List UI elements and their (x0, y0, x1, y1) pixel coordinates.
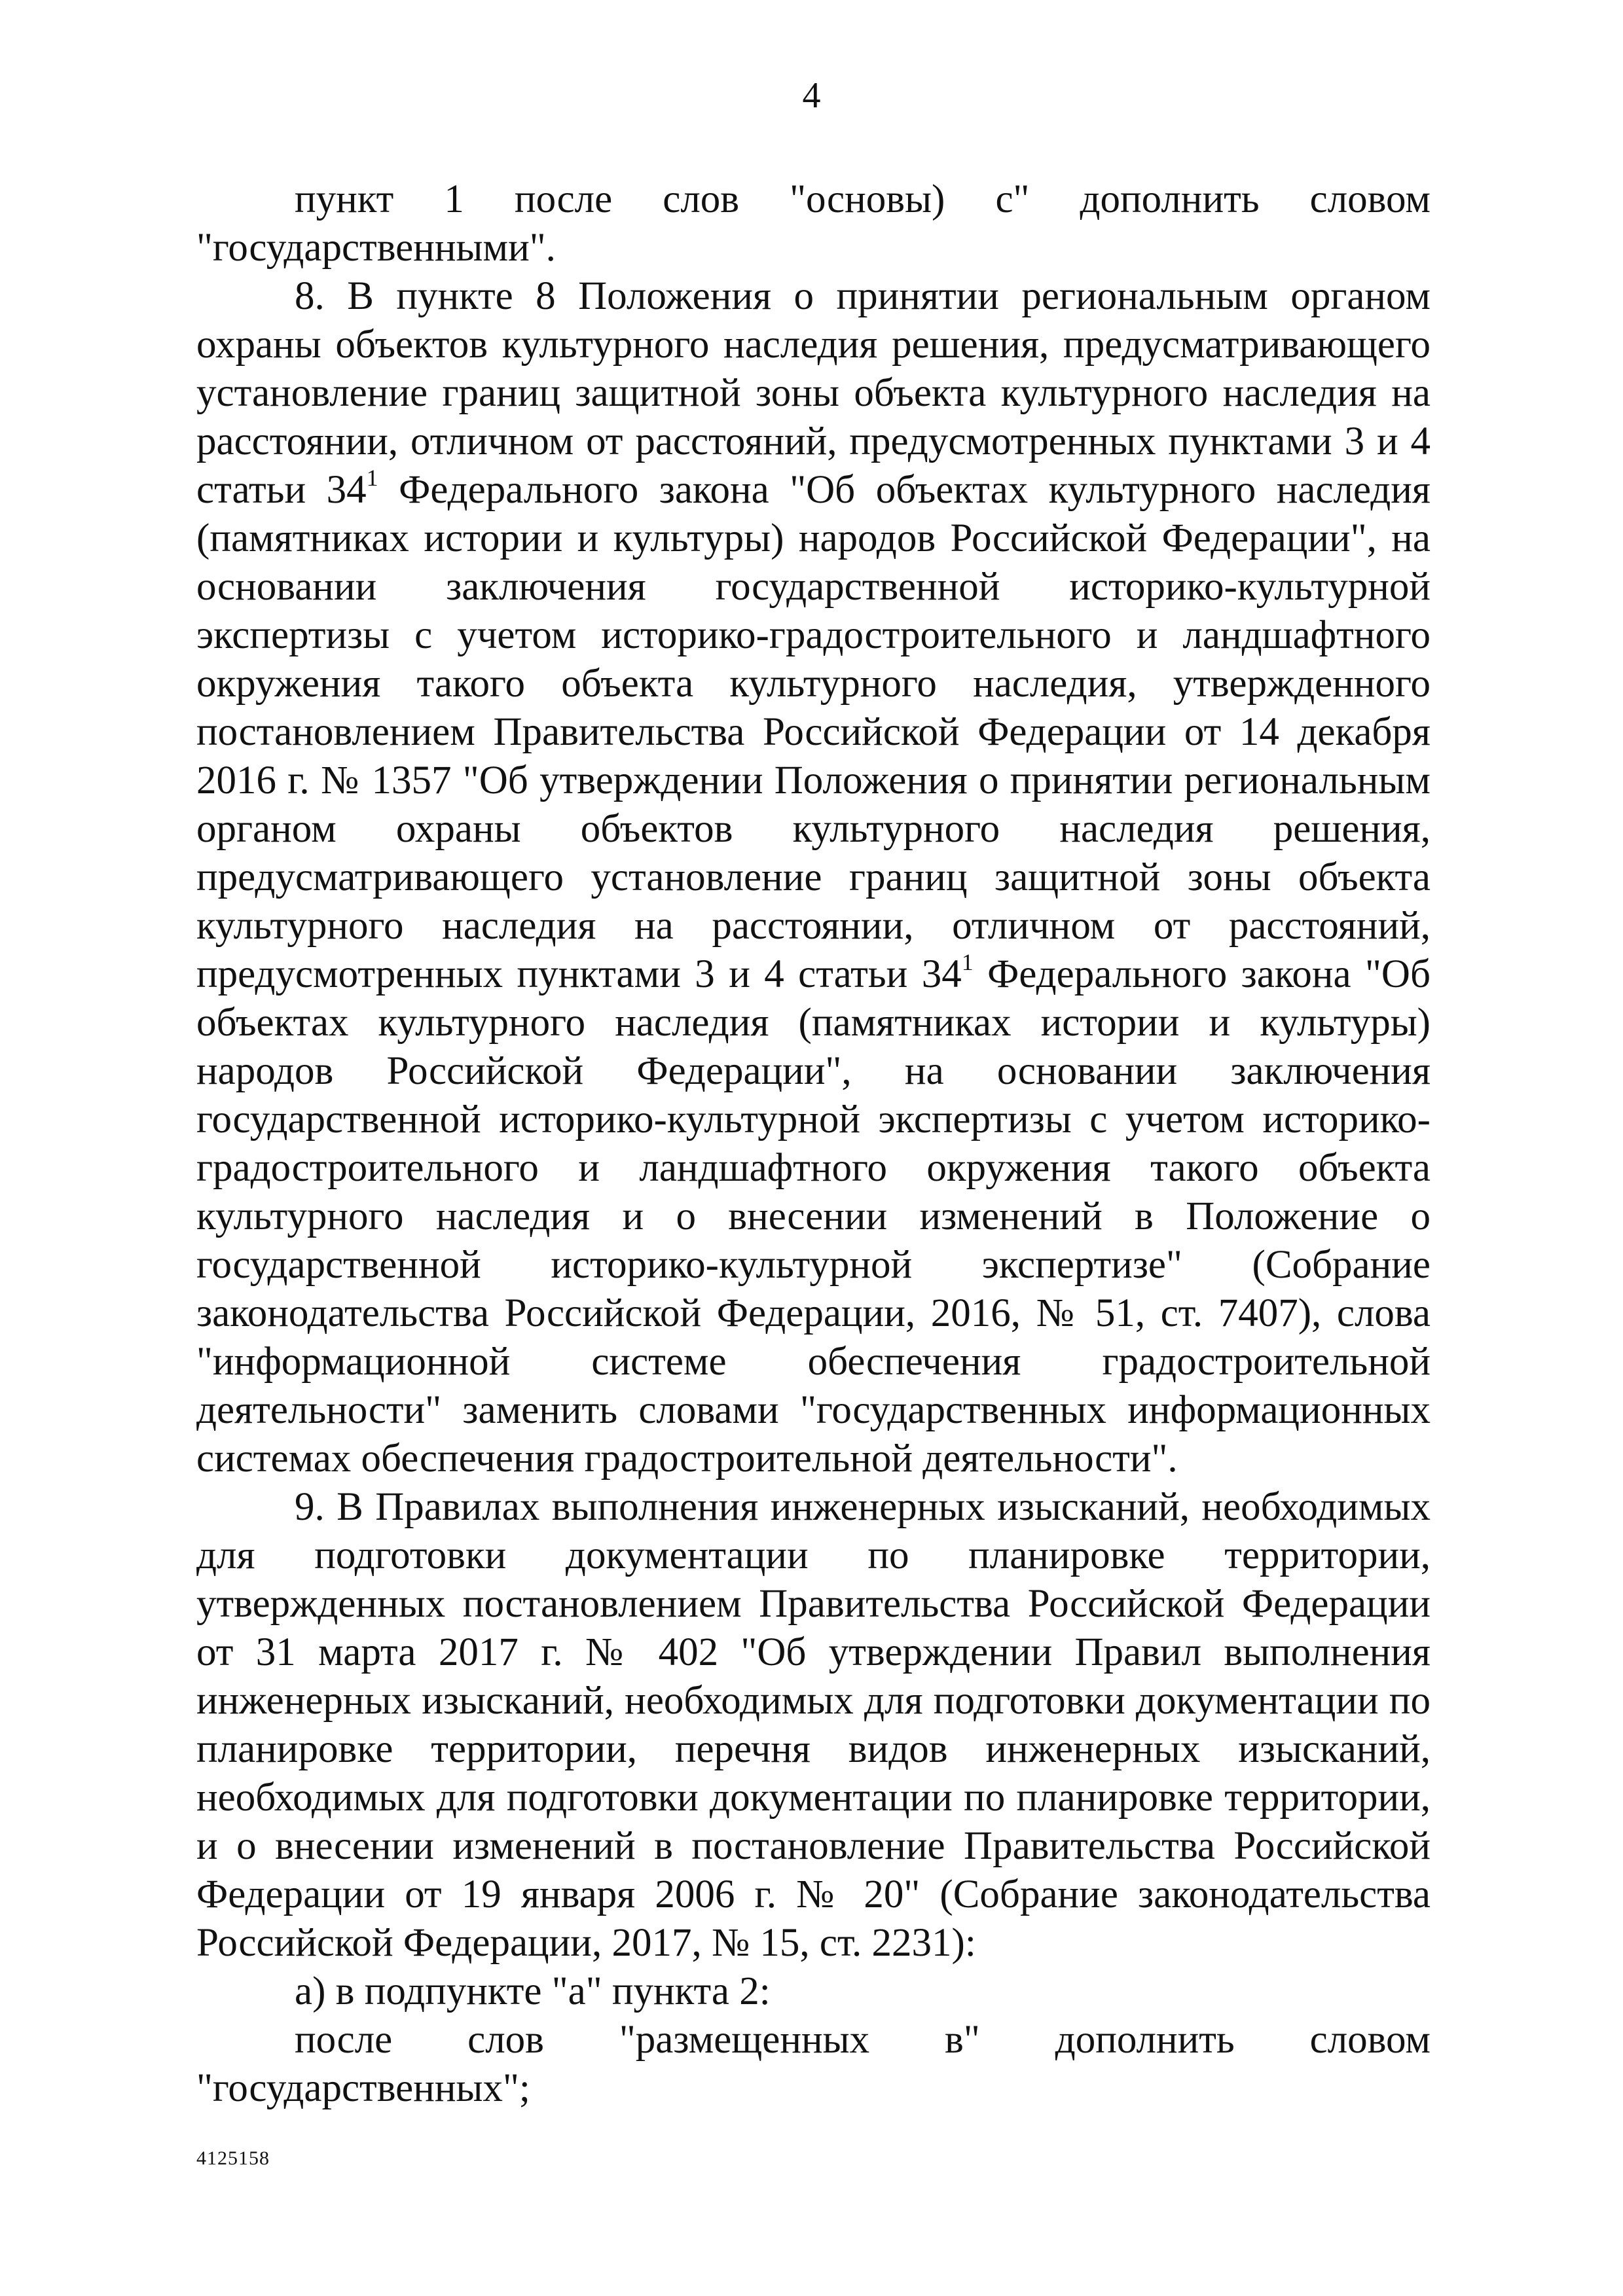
paragraph-continuation: пункт 1 после слов "основы) с" дополнить словом "государственными". (196, 177, 1431, 270)
paragraph-item-8 (196, 272, 1431, 1483)
superscript-article-number: 1 (961, 949, 974, 975)
paragraph-subitem-a: а) в подпункте "а" пункта 2: (295, 1969, 771, 2013)
paragraph-item-8-text-c: Федерального закона "Об объектах культурного наследия (памятниках истории и культуры) народов Российской Федерации", на основании заключения государственной историко-культурной экспертизы с учетом историко-градостроительного и ландшафтного окружения такого объекта культурного наследия и о внесении изменений в Положение о государственной историко-культурной экспертизе" (Собрание законодательства Российской Федерации, 2016, № 51, ст. 7407), слова "информационной системе обеспечения градостроительной деятельности" заменить словами "государственных информационных системах обеспечения градостроительной деятельности". (196, 952, 1431, 1480)
document-code: 4125158 (196, 2147, 270, 2169)
paragraph-item-8-text-b: Федерального закона "Об объектах культурного наследия (памятниках истории и культуры) народов Российской Федерации", на основании заключения государственной историко-культурной экспертизы с учетом историко-градостроительного и ландшафтного окружения такого объекта культурного наследия, утвержденного постановлением Правительства Российской Федерации от 14 декабря 2016 г. № 1357 "Об утверждении Положения о принятии региональным органом охраны объектов культурного наследия решения, предусматривающего установление границ защитной зоны объекта культурного наследия на расстоянии, отличном от расстояний, предусмотренных пунктами 3 и 4 статьи 34 (196, 468, 1431, 996)
paragraph-item-9: 9. В Правилах выполнения инженерных изысканий, необходимых для подготовки документации по планировке территории, утвержденных постановлением Правительства Российской Федерации от 31 марта 2017 г. № 402 "Об утверждении Правил выполнения инженерных изысканий, необходимых для подготовки документации по планировке территории, перечня видов инженерных изысканий, необходимых для подготовки документации по планировке территории, и о внесении изменений в постановление Правительства Российской Федерации от 19 января 2006 г. № 20" (Собрание законодательства Российской Федерации, 2017, № 15, ст. 2231): (196, 1485, 1431, 1965)
paragraph-amendment: после слов "размещенных в" дополнить словом "государственных"; (196, 2018, 1431, 2110)
paragraph-item-8-text-a: 8. В пункте 8 Положения о принятии региональным органом охраны объектов культурного наследия решения, предусматривающего установление границ защитной зоны объекта культурного наследия на расстоянии, отличном от расстояний, предусмотренных пунктами 3 и 4 статьи 34 (196, 274, 1431, 512)
superscript-article-number: 1 (366, 465, 378, 491)
document-body (196, 175, 1431, 2113)
page-number: 4 (802, 75, 821, 116)
